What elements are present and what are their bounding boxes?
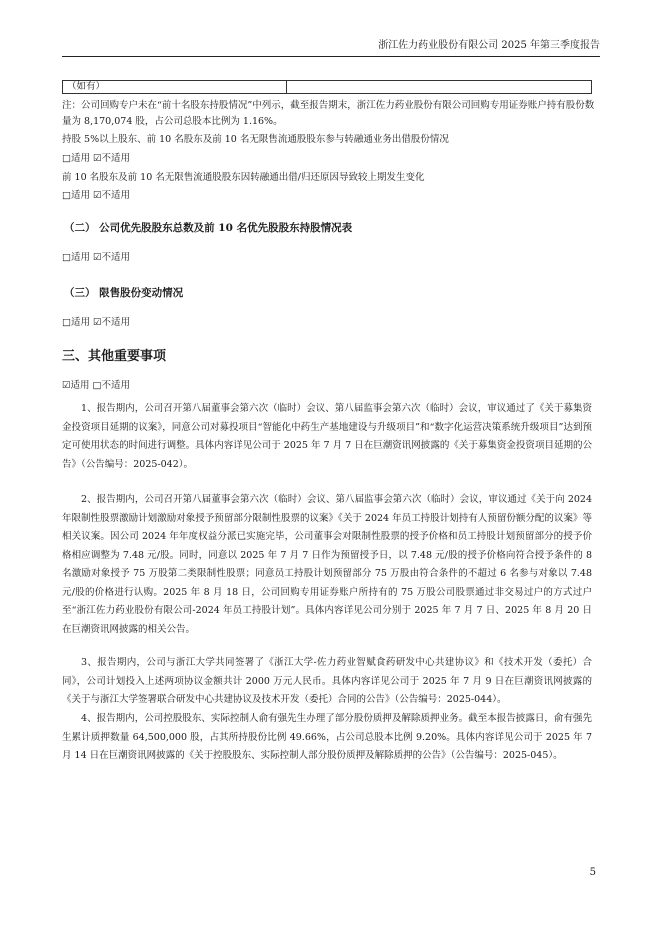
change-applicability [62, 188, 596, 204]
lending-applicability [62, 151, 596, 167]
header-title: 浙江佐力药业股份有限公司 2025 年第三季度报告 [378, 40, 600, 51]
item-paragraph-1: 1、报告期内，公司召开第八届董事会第六次（临时）会议、第八届监事会第六次（临时）会议，审议通过了《关于募集资金投资项目延期的议案》，同意公司对募投项目“智能化中药生产基地建设与升级项目”和“数字化运营决策系统升级项目”达到预定可使用状态的时间进行调整。具体内容详见公司于 2025 年 7 月 7 日在巨潮资讯网披露的《关于募集资金投资项目延期的公告》（公告编号：2025-042）。 [62, 403, 592, 470]
item-paragraph-3: 3、报告期内，公司与浙江大学共同签署了《浙江大学-佐力药业智赋食药研发中心共建协议》和《技术开发（委托）合同》，公司计划投入上述两项协议金额共计 2000 万元人民币。具体内容详见公司于 2025 年 7 月 9 日在巨潮资讯网披露的《关于与浙江大学签署联合研发中心共建协议及技术开发（委托）合同的公告》（公告编号：2025-044）。 [62, 657, 592, 705]
section-3-title: （三） 限售股份变动情况 [64, 287, 184, 299]
change-heading: 前 10 名股东及前 10 名无限售流通股股东因转融通出借/归还原因导致较上期发生变化 [62, 172, 425, 183]
applicability-checkboxes: □适用 ☑不适用 [62, 153, 131, 164]
table-cell-empty [287, 81, 591, 93]
lending-heading: 持股 5%以上股东、前 10 名股东及前 10 名无限售流通股股东参与转融通业务出借股份情况 [62, 134, 449, 145]
shareholder-table-fragment [62, 80, 592, 94]
main-section-applicability [62, 378, 596, 394]
item-paragraph-2: 2、报告期内，公司召开第八届董事会第六次（临时）会议、第八届监事会第六次（临时）会议，审议通过《关于向 2024 年限制性股票激励计划激励对象授予预留部分限制性股票的议案》《关于 2024 年员工持股计划持有人预留份额分配的议案》等相关议案。因公司 2024 年年度权益分派已实施完毕，公司董事会对限制性股票的授予价格和员工持股计划预留部分的授予价格相应调整为 7.48 元/股。同时，同意以 2025 年 7 月 7 日作为预留授予日，以 7.48 元/股的授予价格向符合授予条件的 8 名激励对象授予 75 万股第二类限制性股票；同意员工持股计划预留部分 75 万股由符合条件的不超过 6 名参与对象以 7.48 元/股的价格进行认购。2025 年 8 月 18 日，公司回购专用证券账户所持有的 75 万股公司股票通过非交易过户的方式过户至“浙江佐力药业股份有限公司-2024 年员工持股计划”。具体内容详见公司分别于 2025 年 7 月 7 日、2025 年 8 月 20 日在巨潮资讯网披露的相关公告。 [62, 494, 592, 635]
repurchase-note: 注：公司回购专户未在“前十名股东持股情况”中列示，截至报告期末，浙江佐力药业股份有限公司回购专用证券账户持有股份数量为 8,170,074 股，占公司总股本比例为 1.16%。 [62, 100, 595, 127]
applicability-checkboxes: □适用 ☑不适用 [62, 252, 131, 263]
section-2-applicability [62, 250, 596, 266]
table-cell-label: （如有） [63, 81, 287, 93]
applicability-checkboxes: ☑适用 □不适用 [62, 380, 131, 391]
applicability-checkboxes: □适用 ☑不适用 [62, 190, 131, 201]
page-header [62, 38, 600, 57]
section-2-title: （二） 公司优先股股东总数及前 10 名优先股股东持股情况表 [64, 222, 353, 234]
page-number: 5 [589, 867, 596, 878]
applicability-checkboxes: □适用 ☑不适用 [62, 317, 131, 328]
item-paragraph-4: 4、报告期内，公司控股股东、实际控制人俞有强先生办理了部分股份质押及解除质押业务。截至本报告披露日，俞有强先生累计质押数量 64,500,000 股，占其所持股份比例 49.66%，占公司总股本比例 9.20%。具体内容详见公司于 2025 年 7 月 14 日在巨潮资讯网披露的《关于控股股东、实际控制人部分股份质押及解除质押的公告》（公告编号：2025-045）。 [62, 713, 592, 761]
section-3-applicability [62, 315, 596, 331]
main-section-title: 三、其他重要事项 [62, 349, 167, 364]
